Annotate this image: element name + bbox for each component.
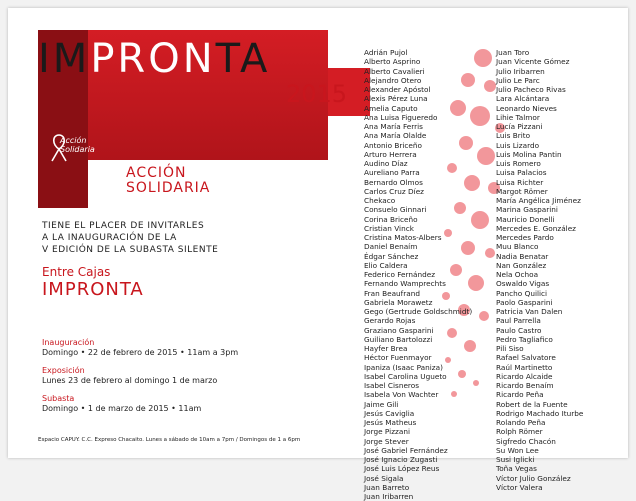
artist-name: Su Won Lee [496,445,539,455]
venue-footer: Espacio CAPUY. C.C. Expreso Chacaito. Lunes a sábado de 10am a 7pm / Domingos de 1 a 6pm [38,437,301,443]
artist-name: Ana María Olalde [364,131,427,141]
artists-column-2 [496,48,583,492]
artist-name: Julio Pacheco Rivas [496,85,566,94]
artist-name: Juan Vicente Gómez [496,57,570,67]
artist-name: Víctor Julio González [496,473,571,483]
artist-name: Cristina Matos-Albers [364,233,442,242]
artist-name: María Angélica Jiménez [496,196,581,205]
artist-name: Leonardo Nieves [496,103,557,113]
artist-name: Ipaniza (Isaac Paniza) [364,362,443,372]
artist-name: Jesús Matheus [364,418,417,427]
artist-name: Paul Parrella [496,316,541,326]
artist-name: Jorge Pizzani [364,427,410,437]
artist-name: Gabriela Morawetz [364,297,433,307]
artist-name: Hayfer Brea [364,344,408,353]
artist-name: Ana Luisa Figueredo [364,112,438,122]
logo-text [60,136,95,154]
artist-name: Consuelo Ginnari [364,205,427,215]
artist-name: Toña Vegas [496,464,537,474]
artist-name: Mauricio Donelli [496,214,555,224]
artist-name: Pancho Quilici [496,288,548,298]
artist-name: Luisa Richter [496,177,544,187]
artist-name: Marina Gasparini [496,205,558,215]
artist-name: Lihie Talmor [496,112,540,122]
artist-name: Luis Lizardo [496,140,540,150]
artist-name: Graziano Gasparini [364,325,434,335]
artist-name: Federico Fernández [364,270,436,279]
title-part-2: PRON [90,36,216,82]
artist-name: Cristian Vinck [364,223,414,233]
artist-name: Alejandro Otero [364,75,422,85]
artist-name: Juan Iribarren [364,492,414,501]
artist-name: Daniel Benaím [364,242,418,252]
artist-name: Jesús Caviglia [364,408,415,418]
artist-name: Pili Siso [496,344,524,353]
artist-name: Lara Alcántara [496,94,550,104]
artist-name: Víctor Valera [496,482,543,492]
artist-name: Paolo Gasparini [496,297,553,307]
artist-name: Robert de la Fuente [496,399,568,409]
logo-text-line-1: Acción [60,136,87,145]
artist-name: Mercedes Pardo [496,233,554,242]
artist-name: José Gabriel Fernández [364,445,448,455]
artist-name: José Sigala [364,473,404,483]
artist-name: Amelia Caputo [364,103,418,113]
artist-name: Patricia Van Dalen [496,307,563,316]
artist-name: Gego (Gertrude Goldschmidt) [364,307,473,316]
artist-name: Aureliano Parra [364,168,420,178]
artist-name: Margot Römer [496,186,548,196]
artist-name: José Ignacio Zugasti [364,455,438,464]
artist-name: Jorge Stever [364,436,409,446]
event-label-auction: Subasta [42,394,75,403]
artist-name: Corina Briceño [364,214,418,224]
org-name-line-1: ACCIÓN [126,165,187,181]
event-label-inauguration: Inauguración [42,338,95,347]
artist-name: Luis Molina Pantin [496,149,562,159]
artist-name: Ricardo Peña [496,390,544,400]
title-part-3: TA [215,36,271,82]
artist-name: Luis Romero [496,159,541,168]
logo-text-line-2: Solidaria [60,145,95,154]
artist-name: Alexis Pérez Luna [364,94,428,104]
artist-name: Juan Barreto [364,482,410,492]
artist-name: Ricardo Alcaide [496,371,553,381]
artist-name: Ana María Ferris [364,122,423,131]
artist-name: Nela Ochoa [496,270,539,279]
artist-name: José Luis López Reus [364,464,440,474]
artist-name: Susi Iglicki [496,455,535,464]
event-value-auction: Domingo • 1 de marzo de 2015 • 11am [42,404,202,413]
invitation-card [8,8,628,501]
artist-name: Isabela Von Wachter [364,390,439,400]
artist-name: Adrián Pujol [364,48,408,57]
artist-name: Pedro Tagliafico [496,334,553,344]
artist-name: Rodrigo Machado Iturbe [496,408,584,418]
artist-name: Héctor Fuenmayor [364,353,432,363]
artist-name: Luis Brito [496,131,531,141]
artist-name: Lucía Pizzani [496,122,543,131]
artist-name: Arturo Herrera [364,149,417,159]
event-label-exhibition: Exposición [42,366,85,375]
show-name: IMPRONTA [42,279,144,300]
artist-name: Alexander Apóstol [364,85,431,94]
artist-name: Julio Iribarren [496,66,545,76]
org-name-line-2: SOLIDARIA [126,180,211,196]
artist-name: Chekaco [364,196,396,205]
artist-name: Oswaldo Vigas [496,279,550,289]
artist-name: Gerardo Rojas [364,316,416,326]
invite-line-1: TIENE EL PLACER DE INVITARLES [42,221,205,231]
invitation-text [42,220,218,256]
org-name [126,166,210,196]
artist-name: Guiliano Bartolozzi [364,334,433,344]
artist-name: Juan Toro [496,48,530,57]
artist-name: Nadia Benatar [496,251,549,261]
artist-name: Édgar Sánchez [364,251,419,261]
invite-line-3: V EDICIÓN DE LA SUBASTA SILENTE [42,245,219,255]
artist-name: Bernardo Olmos [364,177,423,187]
artist-name: Isabel Carolina Ugueto [364,371,447,381]
artist-name: Raúl Martinetto [496,362,553,372]
artist-name: Julio Le Parc [496,75,540,85]
artist-name: Jaime Gili [364,399,399,409]
artists-column-1 [364,48,472,501]
event-value-exhibition: Lunes 23 de febrero al domingo 1 de marzo [42,376,218,385]
artist-name: Ricardo Benaím [496,381,554,390]
artist-name: Rolando Peña [496,418,546,427]
artist-name: Fran Beaufrand [364,288,420,298]
show-subtitle: Entre Cajas [42,265,111,279]
event-title [38,36,368,82]
artist-name: Alberto Cavalieri [364,66,425,76]
event-value-inauguration: Domingo • 22 de febrero de 2015 • 11am a 3pm [42,348,239,357]
artist-name: Mercedes E. González [496,223,577,233]
artist-name: Luisa Palacios [496,168,547,178]
artist-name: Alberto Asprino [364,57,421,67]
artist-name: Rolph Römer [496,427,543,437]
title-part-1: IM [38,36,91,82]
artist-name: Sigfredo Chacón [496,436,556,446]
artist-name: Carlos Cruz Díez [364,186,425,196]
event-year: 2015 [286,80,348,108]
artist-name: Antonio Briceño [364,140,423,150]
artist-name: Audino Díaz [364,159,408,168]
invite-line-2: A LA INAUGURACIÓN DE LA [42,233,177,243]
artist-name: Isabel Cisneros [364,381,420,390]
artist-name: Paulo Castro [496,325,542,335]
artist-name: Muu Blanco [496,242,539,252]
artist-name: Elio Caldera [364,260,408,270]
artist-name: Rafael Salvatore [496,353,556,363]
artist-name: Nan González [496,260,547,270]
artist-name: Fernando Wamprechts [364,279,446,289]
